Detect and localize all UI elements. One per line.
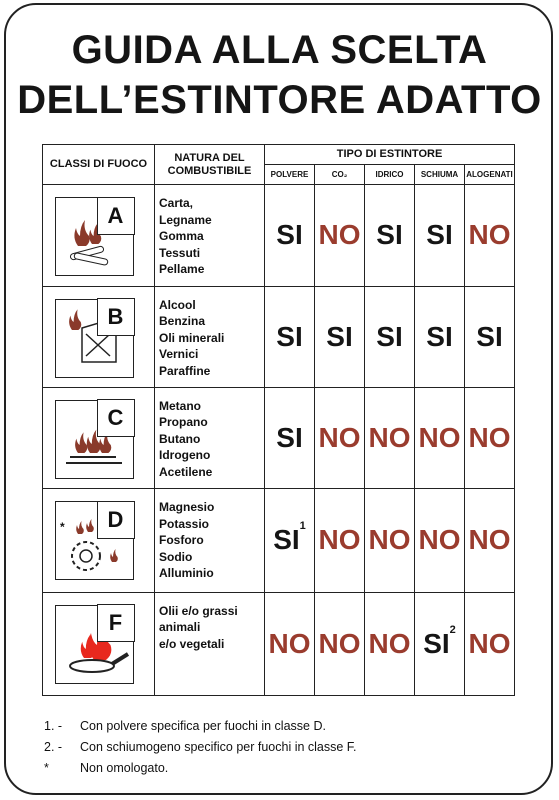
- fire-class-box: [55, 501, 134, 580]
- verdict-cell: [265, 592, 315, 695]
- title-line-2: DELL’ESTINTORE ADATTO: [17, 78, 542, 122]
- verdict-text: SI: [476, 320, 503, 352]
- header-classi: CLASSI DI FUOCO: [43, 145, 155, 185]
- verdict-text: NO: [418, 524, 461, 556]
- verdict-text: SI: [326, 320, 353, 352]
- verdict-text: SI: [273, 524, 300, 556]
- verdict-text: NO: [318, 422, 361, 454]
- verdict-text: SI: [423, 627, 450, 659]
- material-item: Sodio: [159, 549, 193, 564]
- class-icon-cell: [43, 387, 155, 488]
- verdict-text: NO: [368, 524, 411, 556]
- footnote: 2. - Con schiumogeno specifico per fuochi in classe F.: [44, 740, 357, 754]
- class-icon-cell: [43, 592, 155, 695]
- verdict-cell: [315, 592, 365, 695]
- verdict-cell: [315, 489, 365, 592]
- fire-class-box: [55, 605, 134, 684]
- materials-cell: [155, 185, 265, 286]
- verdict-cell: [415, 185, 465, 286]
- material-item: Carta,: [159, 196, 194, 211]
- verdict-text: NO: [418, 422, 461, 454]
- footnotes: [44, 716, 357, 779]
- material-item: Metano: [159, 398, 201, 413]
- verdict-text: NO: [318, 524, 361, 556]
- class-letter: B: [97, 298, 135, 336]
- material-item: Idrogeno: [159, 448, 211, 463]
- verdict-text: SI: [276, 422, 303, 454]
- verdict-cell: [315, 185, 365, 286]
- header-natura: NATURA DEL COMBUSTIBILE: [155, 145, 265, 185]
- footnote-ref: 1: [299, 520, 306, 533]
- verdict-cell: [415, 489, 465, 592]
- material-item: Oli minerali: [159, 330, 225, 345]
- material-item: Potassio: [159, 516, 210, 531]
- verdict-text: SI: [276, 320, 303, 352]
- verdict-cell: [465, 185, 515, 286]
- verdict-text: NO: [468, 524, 511, 556]
- verdict-cell: [365, 489, 415, 592]
- verdict-text: SI: [376, 219, 403, 251]
- material-item: Fosforo: [159, 533, 204, 548]
- verdict-cell: [365, 592, 415, 695]
- verdict-cell: [315, 286, 365, 387]
- verdict-text: NO: [468, 422, 511, 454]
- header-type: IDRICO: [365, 165, 415, 185]
- material-item: Acetilene: [159, 464, 213, 479]
- verdict-text: NO: [468, 219, 511, 251]
- materials-cell: [155, 286, 265, 387]
- material-item: Butano: [159, 431, 201, 446]
- class-letter: C: [97, 399, 135, 437]
- verdict-cell: [315, 387, 365, 488]
- asterisk-mark: *: [60, 520, 65, 535]
- verdict-text: SI: [426, 219, 453, 251]
- material-item: Gomma: [159, 229, 204, 244]
- verdict-text: NO: [368, 422, 411, 454]
- verdict-cell: [415, 387, 465, 488]
- material-item: Alcool: [159, 297, 196, 312]
- header-type: CO₂: [315, 165, 365, 185]
- verdict-cell: [465, 592, 515, 695]
- material-item: Pellame: [159, 262, 205, 277]
- fire-class-box: [55, 400, 134, 479]
- material-item: Propano: [159, 415, 208, 430]
- fire-class-row: [43, 592, 515, 695]
- footnote: 1. - Con polvere specifica per fuochi in classe D.: [44, 719, 326, 733]
- verdict-text: SI: [276, 219, 303, 251]
- verdict-cell: [265, 387, 315, 488]
- material-item: Magnesio: [159, 500, 215, 515]
- footnote: * Non omologato.: [44, 761, 169, 775]
- verdict-text: NO: [268, 627, 311, 659]
- material-item: Tessuti: [159, 245, 201, 260]
- footnote-ref: 2: [449, 623, 456, 636]
- header-tipo: TIPO DI ESTINTORE: [265, 145, 515, 165]
- class-letter: F: [97, 604, 135, 642]
- fire-class-box: [55, 197, 134, 276]
- verdict-cell: [465, 489, 515, 592]
- class-icon-cell: [43, 489, 155, 592]
- materials-cell: [155, 592, 265, 695]
- verdict-cell: [365, 185, 415, 286]
- class-letter: A: [97, 197, 135, 235]
- verdict-text: NO: [318, 219, 361, 251]
- materials-cell: [155, 387, 265, 488]
- material-item: e/o vegetali: [159, 636, 225, 651]
- header-type: ALOGENATI: [465, 165, 515, 185]
- verdict-cell: [365, 387, 415, 488]
- material-item: Paraffine: [159, 363, 211, 378]
- material-item: Benzina: [159, 314, 206, 328]
- class-letter: D: [97, 501, 135, 539]
- verdict-cell: [265, 185, 315, 286]
- verdict-cell: [465, 387, 515, 488]
- material-item: Vernici: [159, 347, 199, 361]
- extinguisher-table: [42, 144, 515, 696]
- fire-class-box: [55, 299, 134, 378]
- fire-class-row: [43, 387, 515, 488]
- material-item: Alluminio: [159, 566, 214, 581]
- verdict-cell: [415, 286, 465, 387]
- material-item: Legname: [159, 212, 212, 227]
- verdict-text: NO: [368, 627, 411, 659]
- verdict-cell: [265, 286, 315, 387]
- material-item: animali: [159, 620, 201, 635]
- verdict-text: NO: [468, 627, 511, 659]
- class-icon-cell: [43, 185, 155, 286]
- verdict-text: SI: [426, 320, 453, 352]
- fire-class-row: [43, 489, 515, 592]
- verdict-cell: [365, 286, 415, 387]
- fire-class-row: [43, 185, 515, 286]
- materials-cell: [155, 489, 265, 592]
- verdict-text: NO: [318, 627, 361, 659]
- header-type: POLVERE: [265, 165, 315, 185]
- title-line-1: GUIDA ALLA SCELTA: [71, 28, 488, 72]
- verdict-cell: [465, 286, 515, 387]
- class-icon-cell: [43, 286, 155, 387]
- verdict-cell: [415, 592, 465, 695]
- verdict-cell: [265, 489, 315, 592]
- verdict-text: SI: [376, 320, 403, 352]
- material-item: Olii e/o grassi: [159, 603, 238, 618]
- fire-class-row: [43, 286, 515, 387]
- header-type: SCHIUMA: [415, 165, 465, 185]
